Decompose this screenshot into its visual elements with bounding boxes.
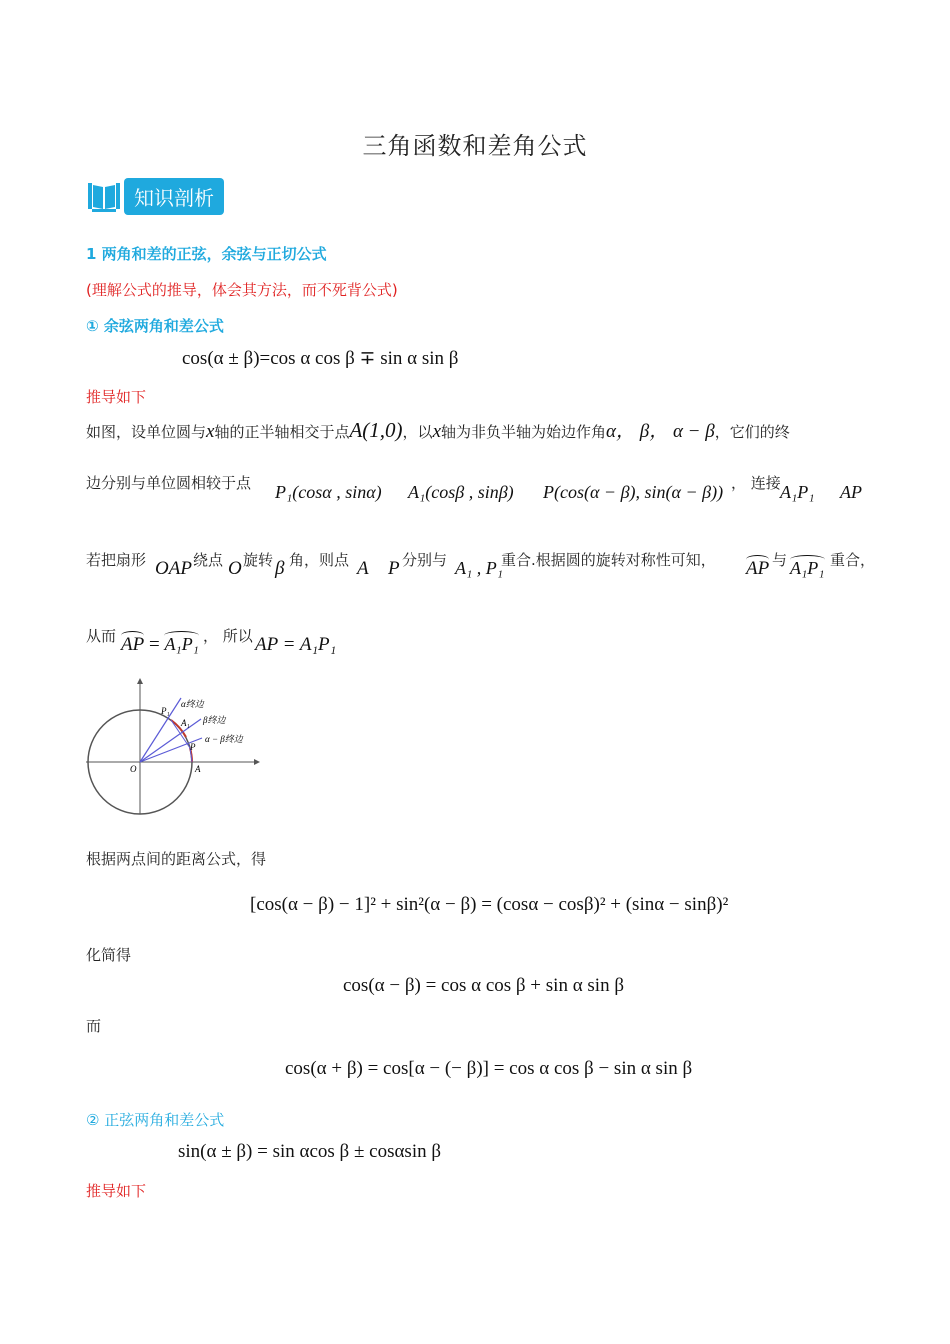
points-a1-p1: A₁ , P₁ (455, 558, 504, 578)
paragraph-4-start: 从而 (86, 627, 117, 645)
formula-sine-sum-diff: sin(α ± β) = sin αcos β ± cosαsin β (178, 1141, 442, 1162)
label-beta-side: β终边 (203, 715, 226, 725)
section-heading: 1 两角和差的正弦，余弦与正切公式 (86, 245, 327, 263)
label-o: O (130, 764, 137, 774)
book-icon (86, 179, 122, 213)
segment-ap: AP (840, 482, 862, 502)
arc-ap: AP (746, 558, 770, 579)
x-axis-arrow-icon (254, 759, 260, 765)
subheading-cosine: ① 余弦两角和差公式 (86, 317, 224, 335)
point-a-ref: A (357, 558, 369, 579)
formula-distance: [cos(α − β) − 1]² + sin²(α − β) = (cosα − cosβ)² + (sinα − sinβ)² (250, 894, 729, 915)
section-note: (理解公式的推导，体会其方法，而不死背公式) (86, 281, 398, 299)
paragraph-3-start: 若把扇形 (86, 551, 147, 569)
label-p: P (190, 742, 196, 752)
point-p1: P₁(cosα , sinα) (275, 482, 382, 502)
label-diff-side: α − β终边 (205, 734, 243, 744)
point-a1: A₁(cosβ , sinβ) (408, 482, 514, 502)
point-o: O (228, 558, 242, 579)
derive-label: 推导如下 (86, 388, 147, 406)
arc-a1p1: A₁P₁ (790, 558, 825, 578)
point-p-ref: P (388, 558, 400, 579)
text-around-point: 绕点 (193, 551, 224, 569)
text-rotate: 旋转 (243, 551, 274, 569)
page-title: 三角函数和差角公式 (362, 132, 588, 160)
connect-label: ， 连接 (731, 474, 781, 492)
derive-label-2: 推导如下 (86, 1182, 147, 1200)
paragraph-2: 边分别与单位圆相较于点 (86, 474, 252, 492)
banner-label: 知识剖析 (124, 178, 224, 215)
y-axis-arrow-icon (137, 678, 143, 684)
label-p1: P₁ (161, 706, 170, 716)
unit-circle-diagram (84, 676, 264, 818)
formula-cos-sum: cos(α + β) = cos[α − (− β)] = cos α cos β − sin α sin β (285, 1058, 693, 1079)
paragraph-5: 根据两点间的距离公式，得 (86, 850, 267, 868)
text-therefore: ， 所以 (203, 627, 253, 645)
paragraph-6: 化简得 (86, 946, 132, 964)
paragraph-7: 而 (86, 1017, 102, 1035)
point-p: P(cos(α − β), sin(α − β)) (543, 482, 724, 502)
section-banner (86, 177, 224, 215)
formula-cosine-sum-diff: cos(α ± β)=cos α cos β ∓ sin α sin β (182, 348, 459, 369)
angle-beta: β (275, 558, 285, 579)
text-with: 与 (772, 551, 788, 569)
label-alpha-side: α终边 (181, 699, 204, 709)
equation-arcs: AP = A₁P₁ (121, 634, 199, 655)
text-angle-then: 角，则点 (289, 551, 350, 569)
formula-cos-diff: cos(α − β) = cos α cos β + sin α sin β (343, 975, 624, 996)
text-respectively: 分别与 (402, 551, 448, 569)
segment-a1p1: A₁P₁ (780, 482, 815, 502)
text-symmetry: 重合.根据圆的旋转对称性可知， (501, 551, 716, 569)
equation-chords: AP = A₁P₁ (255, 634, 337, 655)
label-a: A (195, 764, 201, 774)
sector-oap: OAP (155, 558, 192, 579)
paragraph-1: 如图，设单位圆与x轴的正半轴相交于点A(1,0)，以x轴为非负半轴为始边作角α， β， α − β，它们的终 (86, 418, 790, 442)
subheading-sine: ② 正弦两角和差公式 (86, 1111, 225, 1129)
label-a1: A₁ (181, 718, 190, 728)
text-coincide: 重合， (830, 551, 876, 569)
